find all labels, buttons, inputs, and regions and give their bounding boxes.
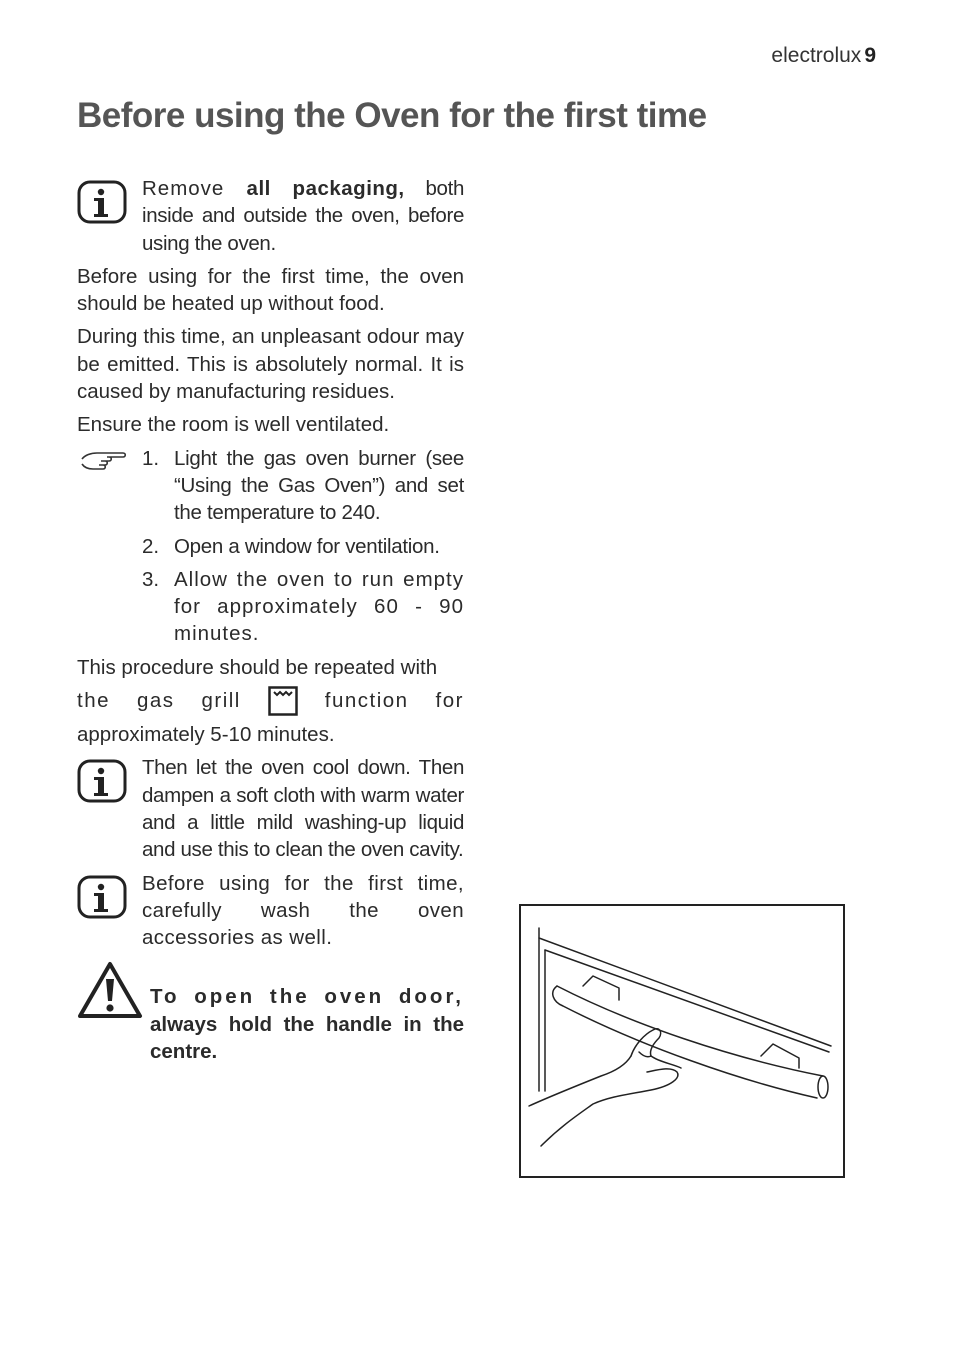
info-icon xyxy=(77,875,127,919)
repeat-line-grill xyxy=(77,681,464,721)
info-note-cleaning xyxy=(77,754,464,863)
step-number: 1. xyxy=(142,446,160,470)
warning-note xyxy=(77,983,464,1065)
info-icon xyxy=(77,759,127,803)
step-text: Light the gas oven burner (see “Using the Gas Oven”) and set the temperature to 240. xyxy=(174,446,464,525)
repeat-word: function xyxy=(324,689,409,713)
pointing-hand-icon xyxy=(79,447,127,473)
info-icon xyxy=(77,180,127,224)
oven-door-illustration xyxy=(519,904,845,1178)
step-number: 2. xyxy=(142,534,160,558)
step-number: 3. xyxy=(142,567,160,591)
paragraph: Ensure the room is well ventilated. xyxy=(77,413,390,437)
step-item xyxy=(142,445,464,527)
info-note-packaging xyxy=(77,175,464,257)
oven-door-drawing xyxy=(521,906,843,1176)
repeat-line: approximately 5-10 minutes. xyxy=(77,723,335,747)
note-text: Then let the oven cool down. Then dampen a soft cloth with warm water and a little mild washing-up liquid and use this to clean the oven cavity. xyxy=(142,756,464,862)
paragraph: During this time, an unpleasant odour may be emitted. This is absolutely normal. It is caused by manufacturing residues. xyxy=(77,325,464,404)
repeat-procedure xyxy=(77,654,464,749)
note-text xyxy=(142,175,464,257)
info-note-accessories xyxy=(77,870,464,952)
page-header xyxy=(771,44,876,68)
warning-icon xyxy=(77,961,143,1019)
step-list xyxy=(77,445,464,648)
repeat-word: gas xyxy=(136,689,175,713)
warning-text-part: always hold the handle in the centre. xyxy=(150,1012,464,1064)
step-text: Allow the oven to run empty for approximately 60 - 90 minutes. xyxy=(174,567,464,646)
note-text-bold: all packaging, xyxy=(246,177,405,200)
note-text: Before using for the first time, carefully wash the oven accessories as well. xyxy=(142,871,464,950)
step-item xyxy=(142,566,464,648)
brand-name: electrolux xyxy=(771,44,862,67)
step-item xyxy=(142,533,464,560)
repeat-line: This procedure should be repeated with xyxy=(77,655,438,679)
step-text: Open a window for ventilation. xyxy=(174,534,440,558)
note-text-part: Remove xyxy=(142,177,247,200)
page-number: 9 xyxy=(864,44,876,67)
page-title: Before using the Oven for the first time xyxy=(77,96,707,135)
repeat-word: grill xyxy=(201,689,241,713)
warning-text xyxy=(150,983,464,1065)
warning-text-part: To open the oven door, xyxy=(150,985,464,1009)
grill-function-icon xyxy=(268,686,298,716)
note-text-part: both inside and outside the oven, before using the oven. xyxy=(142,177,464,255)
main-column xyxy=(77,175,464,1065)
repeat-word: the xyxy=(77,689,110,713)
paragraph: Before using for the first time, the oven should be heated up without food. xyxy=(77,264,464,316)
repeat-word: for xyxy=(435,689,464,713)
